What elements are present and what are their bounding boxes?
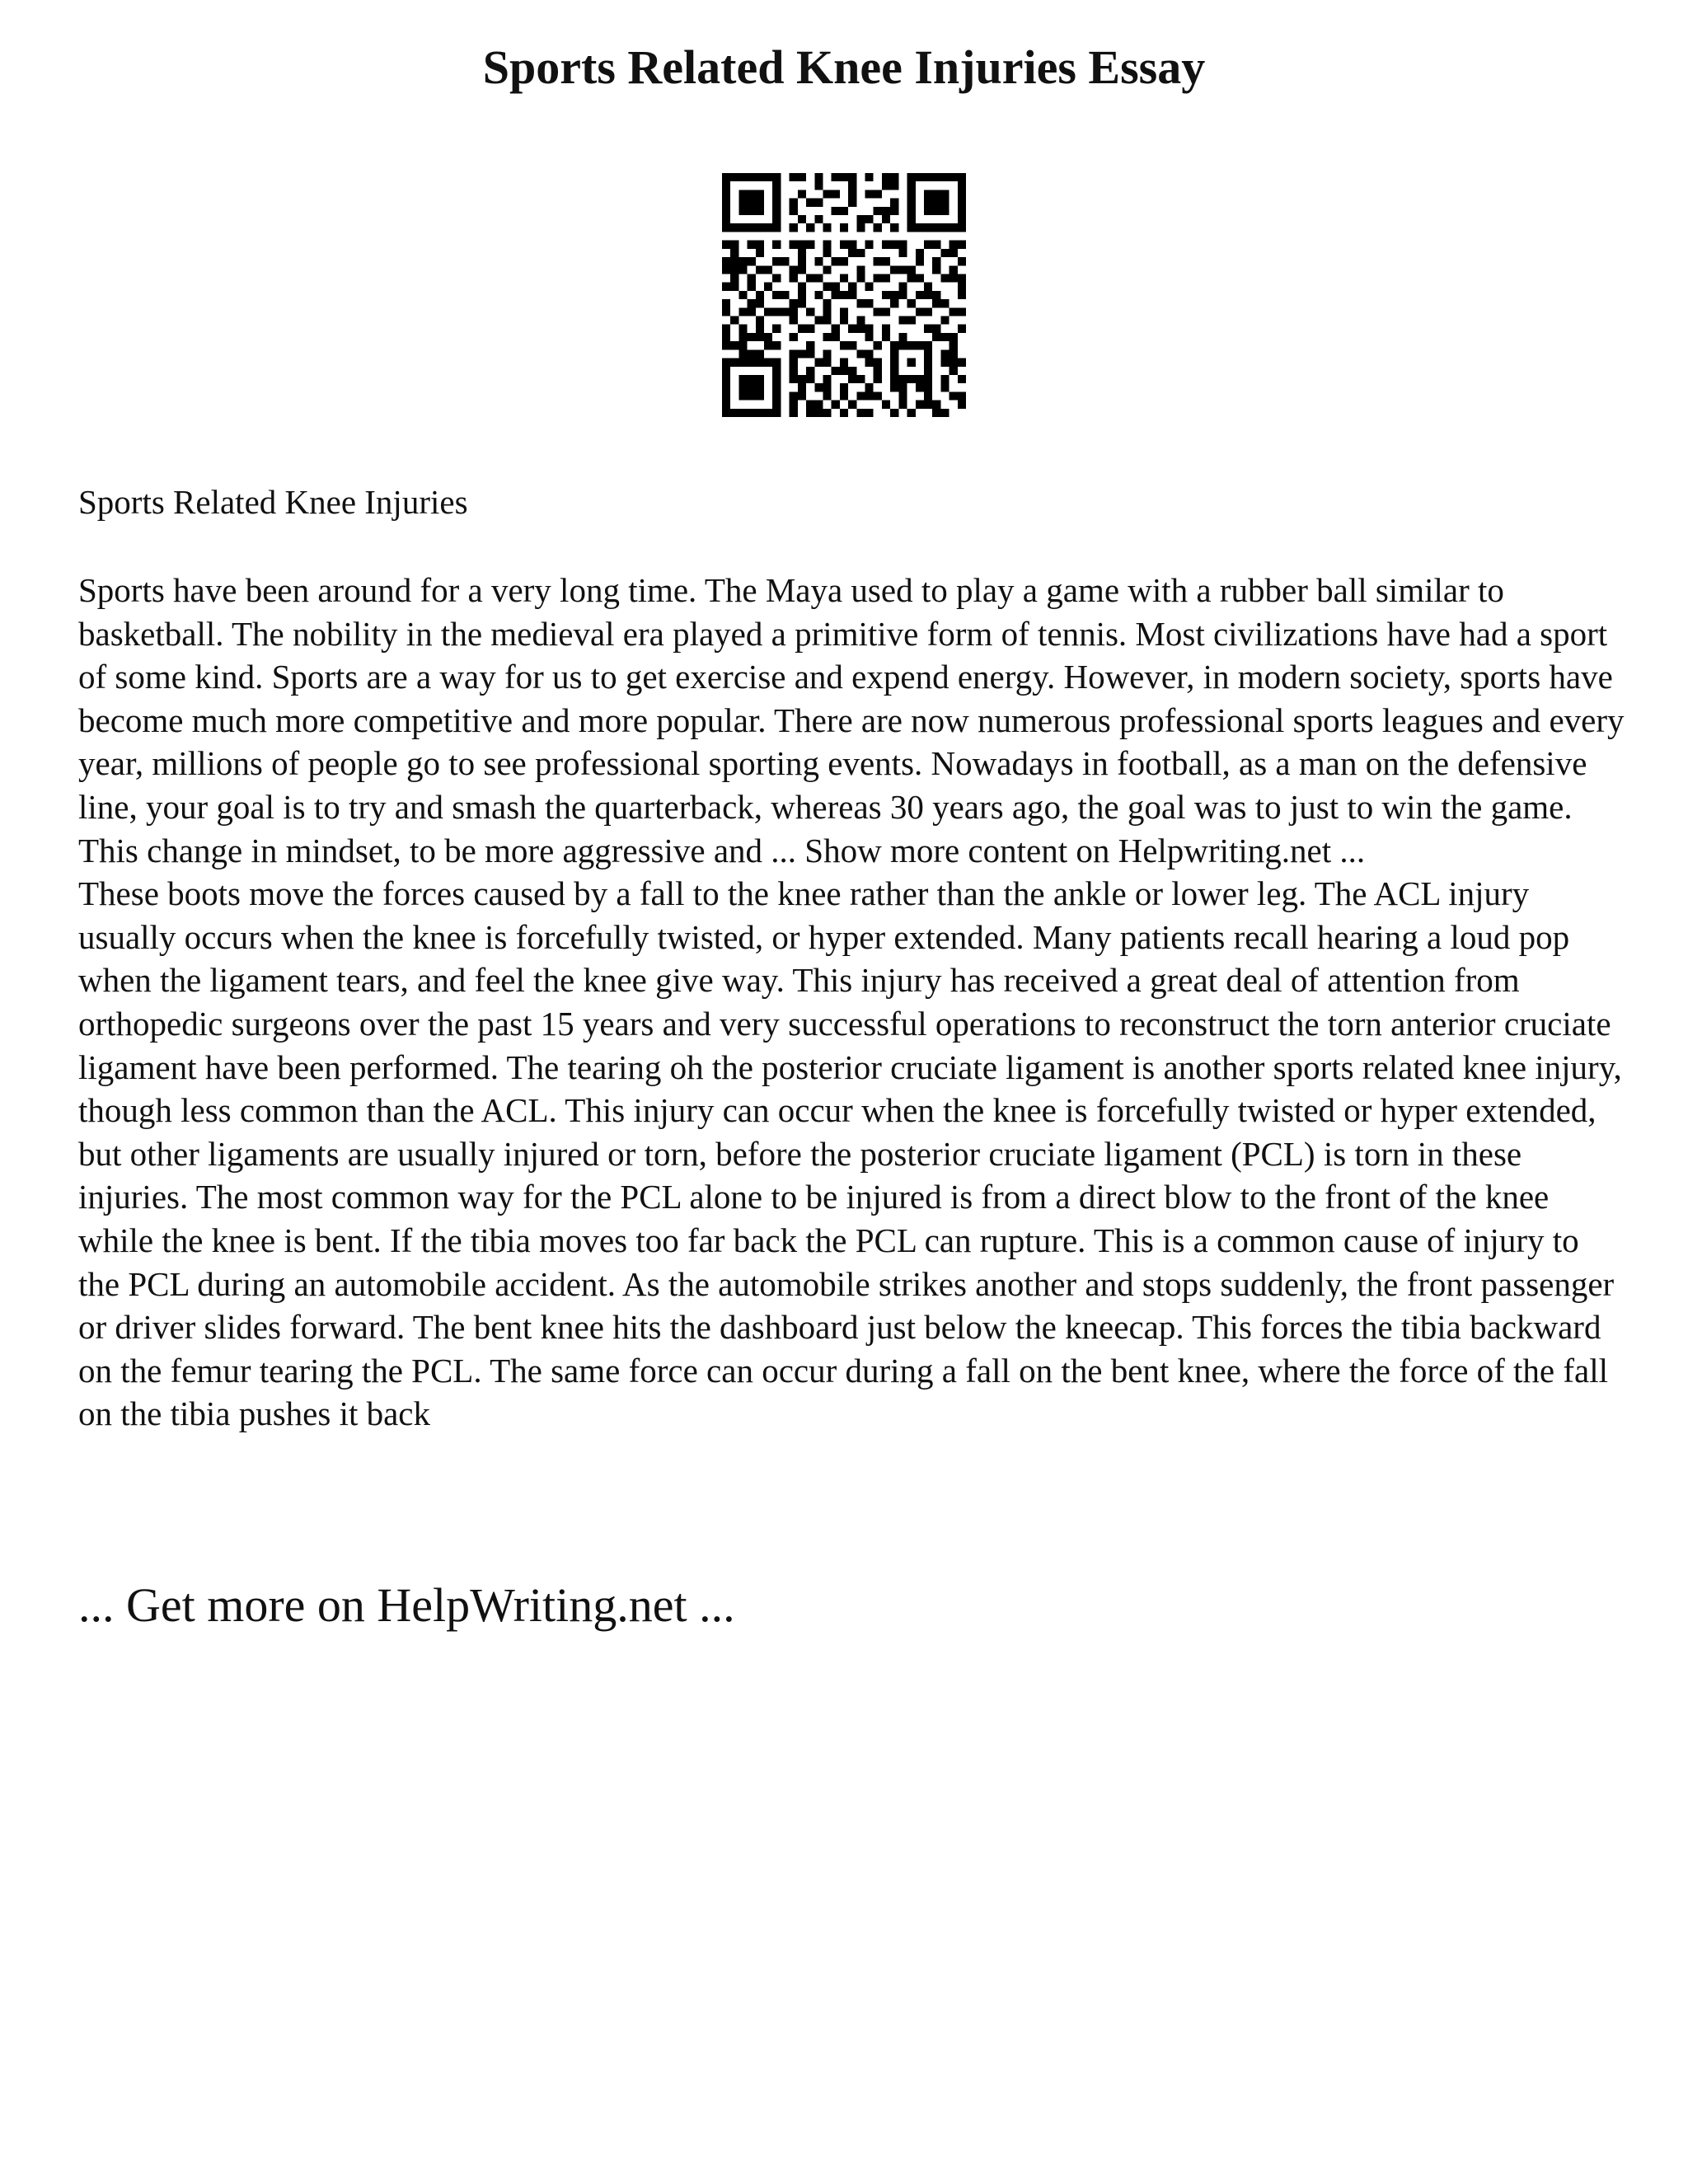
document-subtitle: Sports Related Knee Injuries xyxy=(78,483,468,521)
get-more-link[interactable]: ... Get more on HelpWriting.net ... xyxy=(78,1578,735,1632)
essay-paragraph: These boots move the forces caused by a fall to the knee rather than the ankle or lower leg. The ACL injury usually occurs when the knee is forcefully twisted, or hyper extended. Many patients recall hearing a loud pop when the ligament tears, and feel the knee give way. This injury has received a great deal of attention from orthopedic surgeons over the past 15 years and very successful operations to reconstruct the torn anterior cruciate ligament have been performed. The tearing oh the posterior cruciate ligament is another sports related knee injury, though less common than the ACL. This injury can occur when the knee is forcefully twisted or hyper extended, but other ligaments are usually injured or torn, before the posterior cruciate ligament (PCL) is torn in these injuries. The most common way for the PCL alone to be injured is from a direct blow to the front of the knee while the knee is bent. If the tibia moves too far back the PCL can rupture. This is a common cause of injury to the PCL during an automobile accident. As the automobile strikes another and stops suddenly, the front passenger or driver slides forward. The bent knee hits the dashboard just below the kneecap. This forces the tibia backward on the femur tearing the PCL. The same force can occur during a fall on the bent knee, where the force of the fall on the tibia pushes it back xyxy=(78,874,1622,1433)
essay-paragraph: Sports have been around for a very long time. The Maya used to play a game with a rubber ball similar to basketball. The nobility in the medieval era played a primitive form of tennis. Most civilizations have had a sport of some kind. Sports are a way for us to get exercise and expend energy. However, in modern society, sports have become much more competitive and more popular. There are now numerous professional sports leagues and every year, millions of people go to see professional sporting events. Nowadays in football, as a man on the defensive line, your goal is to try and smash the quarterback, whereas 30 years ago, the goal was to just to win the game. This change in mindset, to be more aggressive and ... Show more content on Helpwriting.net ... xyxy=(78,571,1625,869)
essay-body xyxy=(78,569,1628,1436)
qr-code-icon[interactable] xyxy=(722,173,966,417)
document-title: Sports Related Knee Injuries Essay xyxy=(482,40,1206,94)
